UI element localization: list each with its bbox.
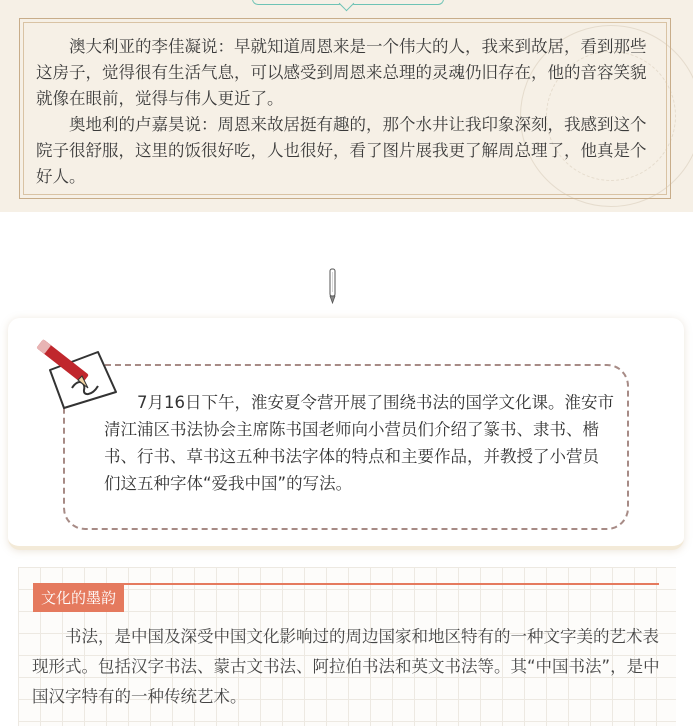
quote-paragraph-2: 奥地利的卢嘉昊说：周恩来故居挺有趣的，那个水井让我印象深刻，我感到这个院子很舒服，这里的饭很好吃，人也很好，看了图片展我更了解周总理了，他真是个好人。 [36,115,647,186]
pen-divider-icon [329,268,336,304]
section-paragraph: 书法，是中国及深受中国文化影响过的周边国家和地区特有的一种文字美的艺术表现形式。包括汉字书法、蒙古文书法、阿拉伯书法和英文书法等。其“中国书法”，是中国汉字特有的一种传统艺术。 [32,627,660,706]
top-tab-decoration [252,0,444,5]
quote-section [0,0,693,212]
quote-paragraph-1: 澳大利亚的李佳凝说：早就知道周恩来是一个伟大的人，我来到故居，看到那些这房子，觉得很有生活气息，可以感受到周恩来总理的灵魂仍旧存在，他的音容笑貌就像在眼前，觉得与伟人更近了。 [36,37,647,108]
section-text [32,622,662,712]
activity-text [104,389,614,497]
section-divider-line [33,583,659,585]
activity-paragraph: 7月16日下午，淮安夏令营开展了围绕书法的国学文化课。淮安市清江浦区书法协会主席陈书国老师向小营员们介绍了篆书、隶书、楷书、行书、草书这五种书法字体的特点和主要作品，并教授了小营员们这五种字体“爱我中国”的写法。 [104,393,614,493]
section-tag: 文化的墨韵 [33,584,124,612]
quote-text [36,34,660,190]
